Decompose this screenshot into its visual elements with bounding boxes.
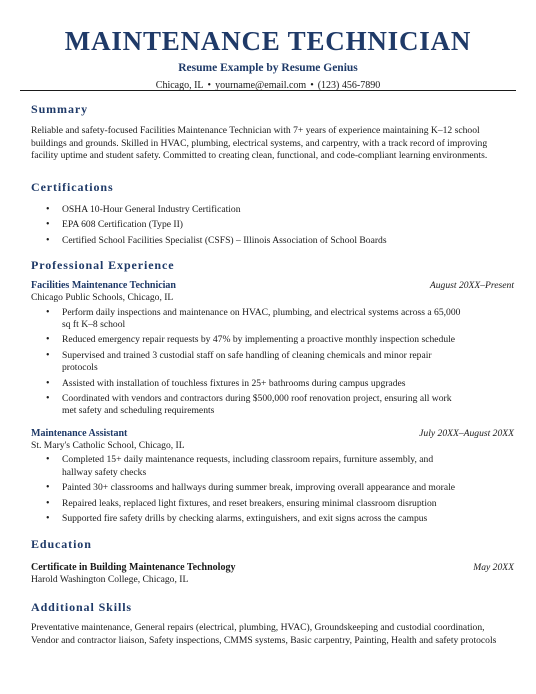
job-date: August 20XX–Present: [429, 280, 514, 291]
list-item: • Certified School Facilities Specialist (CSFS) – Illinois Association of School Boards: [31, 235, 514, 247]
list-item: • Assisted with installation of touchless fixtures in 25+ bathrooms during campus upgrades: [31, 378, 514, 390]
certifications-section: [31, 180, 514, 247]
list-item: • Completed 15+ daily maintenance requests, including classroom repairs, furniture assembly, and hallway safety checks: [31, 454, 514, 479]
contact-location: Chicago, IL: [155, 80, 204, 91]
skills-section: [31, 600, 514, 647]
list-item: • Coordinated with vendors and contractors during $500,000 roof renovation project, ensuring all work met safety and scheduling requirements: [31, 393, 514, 418]
job-date: July 20XX–August 20XX: [419, 427, 514, 439]
contact-phone: (123) 456-7890: [317, 80, 381, 91]
contact-email: yourname@email.com: [215, 80, 307, 91]
experience-section: [31, 258, 514, 525]
section-heading-education: Education: [31, 537, 92, 552]
header-divider: [20, 90, 516, 91]
job-title: Maintenance Assistant: [31, 427, 128, 439]
resume-body: [31, 102, 514, 647]
education-section: [31, 537, 514, 587]
candidate-title: MAINTENANCE TECHNICIAN: [64, 26, 472, 56]
list-item: • EPA 608 Certification (Type II): [31, 219, 514, 231]
section-heading-experience: Professional Experience: [31, 258, 175, 272]
job-bullets: [31, 307, 514, 418]
resume-subtitle: Resume Example by Resume Genius: [178, 62, 358, 74]
education-school: Harold Washington College, Chicago, IL: [31, 574, 189, 586]
skills-text: Preventative maintenance, General repairs (electrical, plumbing, HVAC), Groundskeeping and custodial coordination, Vendor and contractor liaison, Safety inspections, CMMS systems, Basic carpentry, Painting, Health and safety protocols: [31, 622, 497, 646]
job-organization: St. Mary's Catholic School, Chicago, IL: [31, 439, 185, 451]
list-item: • Supervised and trained 3 custodial staff on safe handling of cleaning chemicals and minor repair protocols: [31, 350, 514, 375]
job-entry: [31, 427, 514, 526]
list-item: • Repaired leaks, replaced light fixtures, and reset breakers, ensuring minimal classroom disruption: [31, 498, 514, 510]
job-title: Facilities Maintenance Technician: [31, 280, 176, 291]
education-degree: Certificate in Building Maintenance Technology: [31, 562, 236, 574]
list-item: • Perform daily inspections and maintenance on HVAC, plumbing, and electrical systems across a 65,000 sq ft K–8 school: [31, 307, 514, 332]
list-item: • Painted 30+ classrooms and hallways during summer break, improving overall appearance and morale: [31, 482, 514, 494]
list-item: • Reduced emergency repair requests by 47% by implementing a proactive monthly inspection schedule: [31, 334, 514, 346]
job-bullets: [31, 454, 514, 525]
list-item: • Supported fire safety drills by checking alarms, extinguishers, and exit signs across the campus: [31, 513, 514, 525]
resume-header: [22, 0, 514, 92]
job-organization: Chicago Public Schools, Chicago, IL: [31, 292, 174, 303]
contact-separator: •: [207, 80, 212, 91]
section-heading-certifications: Certifications: [31, 179, 114, 194]
summary-section: [31, 102, 514, 163]
list-item: • OSHA 10-Hour General Industry Certification: [31, 204, 514, 216]
education-date: May 20XX: [473, 562, 514, 574]
certification-list: [31, 204, 514, 247]
job-entry: [31, 279, 514, 418]
contact-separator: •: [310, 80, 314, 91]
section-heading-skills: Additional Skills: [31, 600, 133, 615]
section-heading-summary: Summary: [31, 102, 88, 116]
summary-text: Reliable and safety-focused Facilities Maintenance Technician with 7+ years of experience maintaining K–12 school buildings and grounds. Skilled in HVAC, plumbing, electrical systems, and carpentry, with a track record of improving facility uptime and student safety. Committed to creating clean, functional, and code-compliant learning environments.: [31, 125, 488, 162]
job-header: [31, 427, 514, 440]
education-header: [31, 561, 514, 574]
job-header: [31, 279, 514, 292]
